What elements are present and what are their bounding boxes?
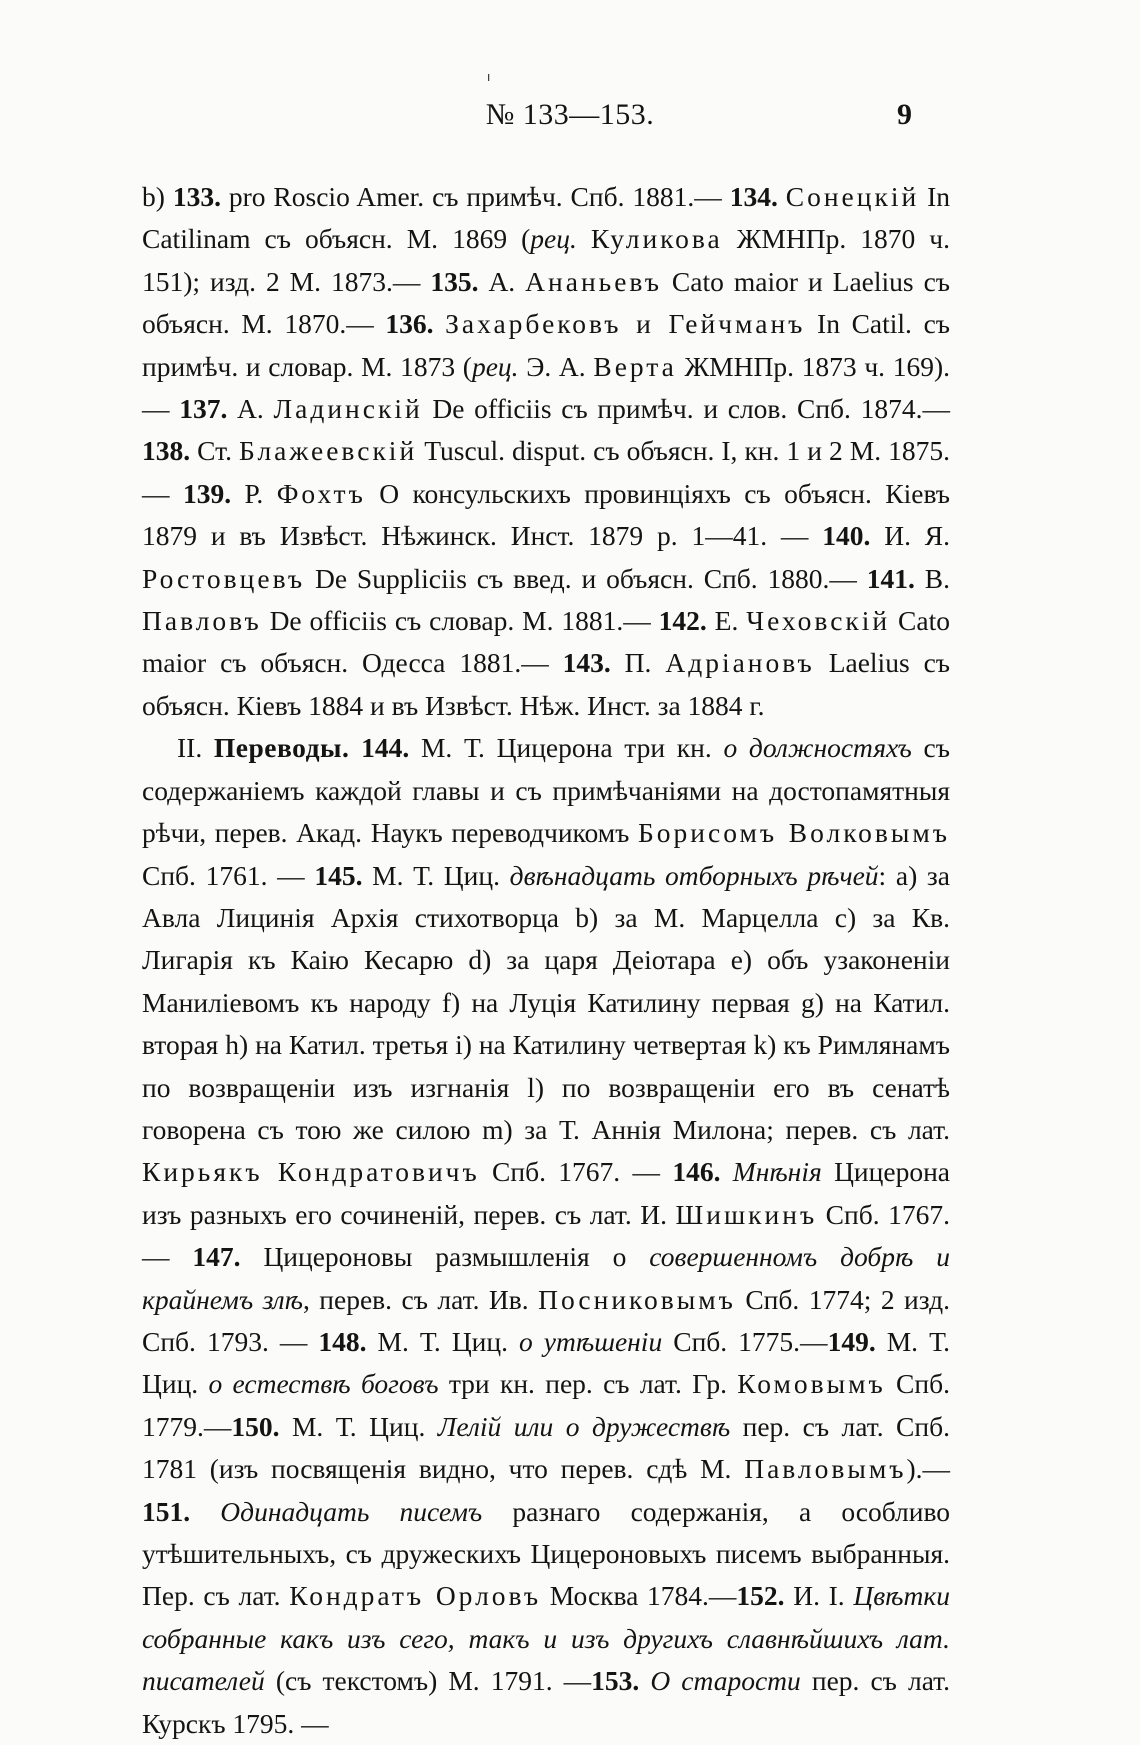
text-run: Э. А.	[518, 350, 594, 382]
text-run: Cato maior съ объясн. Одесса 1881.—	[142, 605, 950, 679]
author-name: Посниковымъ	[538, 1283, 736, 1315]
entry-number: 148.	[318, 1325, 367, 1357]
text-run: съ содержаніемъ каждой главы и съ примѣчаніями на достопамятныя рѣчи, перев. Акад. Наукъ переводчикомъ	[142, 732, 950, 849]
author-name: Павловъ	[142, 605, 262, 637]
author-name: Фохтъ	[276, 477, 366, 509]
entry-number: 145.	[314, 859, 363, 891]
text-run: Спб. 1774; 2 изд. Спб. 1793. —	[142, 1283, 950, 1357]
author-name: Комовымъ	[737, 1368, 886, 1400]
text-run	[720, 1156, 732, 1187]
text-run: Спб. 1767. —	[479, 1156, 673, 1188]
text-run: Р.	[231, 477, 277, 509]
text-run: : а) за Авла Лицинія Архія стихотворца b) за М. Марцелла с) за Кв. Лигарія къ Каію Кесарю d) за царя Деіотара е) объ узаконеніи Маниліевомъ къ народу f) на Луція Катилину первая g) на Катил. вторая h) на Катил. третья i) на Катилину четвертая k) къ Римлянамъ по возвращеніи изъ изгнанія l) по возвращеніи его въ сенатѣ говорена съ тою же силою m) за Т. Аннія Милона; перев. съ лат.	[142, 859, 950, 1145]
author-name: Борисомъ Волковымъ	[638, 817, 950, 849]
author-name: Шишкинъ	[675, 1198, 818, 1230]
entry-number: 144.	[361, 732, 410, 764]
text-run: И. I.	[784, 1580, 854, 1612]
italic-title: Цвѣтки собранные какъ изъ сего, такъ и изъ другихъ славнѣйшихъ лат. писателей	[142, 1580, 950, 1697]
author-name: Куликова	[590, 223, 723, 255]
text-run: II.	[177, 732, 214, 764]
text-run: Цицерона изъ разныхъ его сочиненій, перев. съ лат. И.	[142, 1156, 950, 1230]
entry-number: 140.	[822, 520, 871, 552]
text-run	[639, 1665, 650, 1696]
text-run: три кн. пер. съ лат. Гр.	[438, 1368, 738, 1400]
text-run: Спб. 1779.—	[142, 1368, 950, 1442]
author-name: Ладинскій	[273, 393, 423, 425]
entry-number: 135.	[430, 265, 479, 297]
author-name: Ананьевъ	[525, 265, 662, 297]
italic-title: Одинадцать писемъ	[220, 1495, 483, 1527]
page-header	[0, 98, 1140, 142]
author-name: Блажеевскій	[239, 435, 418, 467]
section-heading: Переводы.	[213, 732, 350, 764]
author-name: Павловымъ	[744, 1453, 907, 1485]
text-run: В.	[914, 562, 951, 594]
text-run: М. Т. Циц.	[279, 1410, 438, 1442]
text-run: ЖМНПр. 1870 ч. 151); изд. 2 М. 1873.—	[142, 223, 950, 297]
running-title: № 133—153.	[485, 98, 655, 131]
entry-number: 143.	[562, 647, 611, 679]
text-run: Цицероновы размышленія о	[240, 1241, 650, 1273]
text-run: пер. съ лат. Курскъ 1795. —	[142, 1665, 951, 1739]
entry-number: 151.	[142, 1495, 191, 1527]
italic-title: рец.	[471, 350, 519, 382]
entry-number: 134.	[729, 181, 778, 212]
text-run: Е.	[706, 605, 747, 637]
text-run: ЖМНПр. 1873 ч. 169).—	[142, 350, 950, 425]
entry-number: 137.	[179, 393, 228, 425]
text-run: М. Т. Циц.	[362, 859, 510, 891]
italic-title: Мнѣнія	[732, 1156, 822, 1188]
text-run: разнаго содержанія, а особливо утѣшительныхъ, съ дружескихъ Цицероновыхъ писемъ выбранныя. Пер. съ лат.	[142, 1495, 950, 1612]
italic-title: о утѣшеніи	[519, 1325, 663, 1357]
paragraph-translations	[142, 727, 950, 1745]
text-run: А.	[478, 265, 526, 297]
entry-number: 136.	[385, 308, 434, 340]
text-run: Москва 1784.—	[541, 1580, 737, 1612]
text-run: М. Т. Цицерона три кн.	[409, 732, 724, 764]
entry-number: 142.	[658, 605, 707, 637]
text-run	[577, 223, 591, 254]
italic-title: совершенномъ добрѣ и крайнемъ злѣ	[142, 1241, 950, 1315]
text-run: Cato maior и Laelius съ объясн. М. 1870.—	[142, 265, 951, 340]
italic-title: О старости	[650, 1665, 801, 1697]
author-name: Кирьякъ Кондратовичъ	[142, 1156, 480, 1188]
italic-title: рец.	[530, 223, 577, 255]
text-run: Спб. 1767.—	[142, 1198, 950, 1273]
page-number: 9	[897, 98, 912, 131]
text-run	[433, 308, 445, 339]
author-name: Захарбековъ и Гейчманъ	[445, 308, 806, 340]
text-run: De Suppliciis съ введ. и объясн. Спб. 1880.—	[305, 562, 867, 594]
text-run: П.	[610, 647, 666, 679]
text-run: Спб. 1775.—	[662, 1325, 828, 1357]
text-run: ).—	[906, 1453, 950, 1485]
text-run	[190, 1496, 220, 1527]
author-name: Адріановъ	[665, 647, 815, 679]
author-name: Кондратъ Орловъ	[289, 1580, 542, 1612]
italic-title: двѣнадцать отборныхъ рѣчей	[509, 859, 879, 891]
text-run: (съ текстомъ) М. 1791. —	[264, 1665, 592, 1697]
body-text	[142, 176, 950, 1745]
entry-number: 150.	[231, 1410, 280, 1442]
text-run: М. Т. Циц.	[142, 1325, 950, 1400]
author-name: Сонецкій	[785, 181, 920, 212]
text-run	[349, 732, 361, 763]
author-name: Верта	[593, 350, 677, 382]
author-name: Ростовцевъ	[142, 562, 306, 594]
entry-number: 138.	[142, 435, 191, 467]
entry-number: 153.	[591, 1665, 640, 1697]
entry-number: 146.	[672, 1156, 721, 1188]
text-run: Ст.	[190, 435, 240, 467]
text-run: Laelius съ объясн. Кіевъ 1884 и въ Извѣст. Нѣж. Инст. за 1884 г.	[142, 647, 950, 721]
text-run: De officiis съ примѣч. и слов. Спб. 1874.—	[422, 393, 950, 425]
text-run: пер. съ лат. Спб. 1781 (изъ посвященія видно, что перев. сдѣ М.	[142, 1410, 950, 1485]
author-name: Чеховскій	[746, 605, 891, 637]
text-run: b)	[142, 181, 173, 212]
text-run: И. Я.	[870, 520, 951, 552]
italic-title: о должностяхъ	[723, 732, 912, 764]
text-run: О консульскихъ провинціяхъ съ объясн. Кіевъ 1879 и въ Извѣст. Нѣжинск. Инст. 1879 р. 1—41. —	[142, 477, 951, 552]
text-run: In Catilinam съ объясн. М. 1869 (	[142, 181, 951, 255]
text-run: Tuscul. disput. съ объясн. I, кн. 1 и 2 М. 1875.—	[142, 435, 950, 509]
entry-number: 152.	[736, 1580, 785, 1612]
paragraph-commented-editions	[142, 176, 950, 727]
text-run: pro Roscio Amer. съ примѣч. Спб. 1881.—	[220, 181, 730, 212]
italic-title: Лелій или о дружествѣ	[437, 1410, 731, 1442]
text-run: Спб. 1761. —	[142, 859, 315, 891]
text-run: In Catil. съ примѣч. и словар. М. 1873 (	[142, 308, 950, 382]
text-run	[778, 181, 786, 212]
entry-number: 147.	[192, 1241, 241, 1273]
text-run: М. Т. Циц.	[366, 1325, 520, 1357]
entry-number: 133.	[172, 181, 221, 212]
italic-title: о естествѣ боговъ	[208, 1368, 439, 1400]
entry-number: 141.	[866, 562, 915, 594]
text-run: А.	[227, 393, 274, 425]
text-run: , перев. съ лат. Ив.	[302, 1283, 539, 1315]
entry-number: 149.	[827, 1325, 876, 1357]
text-run: De officiis съ словар. М. 1881.—	[261, 605, 659, 637]
scan-speck-top: ı	[487, 70, 491, 84]
entry-number: 139.	[182, 477, 232, 509]
